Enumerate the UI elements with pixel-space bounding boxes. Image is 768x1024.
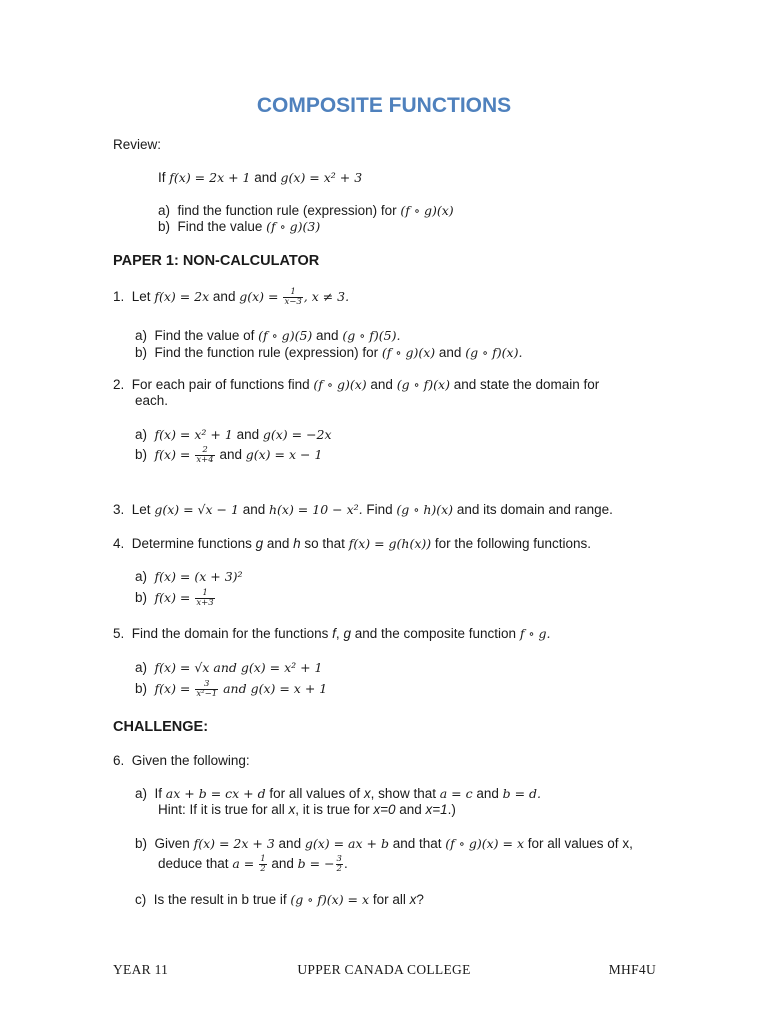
question-2-part-a: a) f(x) = x² + 1 and g(x) = −2x <box>135 427 332 442</box>
question-5-part-b: b) f(x) = $\frac{3}{\text{x²−1}}$ and g(x) = x + 1 <box>135 679 328 699</box>
question-1: 1. Let f(x) = 2x and g(x) = $\frac{1}{x-3}$ , x ≠ 3. <box>113 287 350 307</box>
review-intro: If f(x) = 2x + 1 and g(x) = x² + 3 <box>158 170 363 185</box>
fraction: $\frac{3}{\text{x²−1}}$ <box>196 679 218 699</box>
fraction: $\frac{1}{x-3}$ <box>284 287 302 307</box>
question-1-part-a: a) Find the value of (f ∘ g)(5) and (g ∘ f)(5). <box>135 328 401 343</box>
question-6-part-c: c) Is the result in b true if (g ∘ f)(x) = x for all x? <box>135 892 424 907</box>
review-label: Review: <box>113 137 162 152</box>
fraction: $\frac{3}{2}$ <box>336 854 342 874</box>
section-heading-challenge: CHALLENGE: <box>113 719 209 735</box>
fraction: $\frac{1}{x+3}$ <box>196 588 214 608</box>
review-part-a: a) find the function rule (expression) for (f ∘ g)(x) <box>158 203 454 218</box>
fraction: $\frac{1}{2}$ <box>260 854 266 874</box>
footer-center: UPPER CANADA COLLEGE <box>297 962 471 977</box>
question-6-part-b-line2: deduce that a = $\frac{1}{2}$ and b = − $\frac{3}{2}$ . <box>158 854 348 874</box>
question-4-part-b: b) f(x) = $\frac{1}{x+3}$ <box>135 588 214 608</box>
question-6-part-b: b) Given f(x) = 2x + 3 and g(x) = ax + b and that (f ∘ g)(x) = x for all values of x, <box>135 836 633 851</box>
question-2: 2. For each pair of functions find (f ∘ g)(x) and (g ∘ f)(x) and state the domain for <box>113 377 600 392</box>
section-heading-paper1: PAPER 1: NON-CALCULATOR <box>113 253 320 269</box>
review-part-b: b) Find the value (f ∘ g)(3) <box>158 219 321 234</box>
question-4: 4. Determine functions g and h so that f(x) = g(h(x)) for the following functions. <box>113 536 591 551</box>
question-1-part-b: b) Find the function rule (expression) for (f ∘ g)(x) and (g ∘ f)(x). <box>135 345 523 360</box>
question-3: 3. Let g(x) = √x − 1 and h(x) = 10 − x². Find (g ∘ h)(x) and its domain and range. <box>113 502 613 517</box>
footer-right: MHF4U <box>608 962 656 977</box>
question-6-hint: Hint: If it is true for all x, it is true for x=0 and x=1.) <box>158 802 456 817</box>
question-6-part-a: a) If ax + b = cx + d for all values of x, show that a = c and b = d. <box>135 786 542 801</box>
fraction: $\frac{2}{x+4}$ <box>196 445 214 465</box>
question-2-line2: each. <box>135 393 169 408</box>
question-2-part-b: b) f(x) = $\frac{2}{x+4}$ and g(x) = x − 1 <box>135 445 323 465</box>
footer-left: YEAR 11 <box>113 962 169 977</box>
question-5-part-a: a) f(x) = √x and g(x) = x² + 1 <box>135 660 323 675</box>
question-5: 5. Find the domain for the functions f, g and the composite function f ∘ g. <box>113 626 551 641</box>
page-title: COMPOSITE FUNCTIONS <box>256 94 512 117</box>
question-4-part-a: a) f(x) = (x + 3)² <box>135 569 243 584</box>
question-6: 6. Given the following: <box>113 753 250 768</box>
